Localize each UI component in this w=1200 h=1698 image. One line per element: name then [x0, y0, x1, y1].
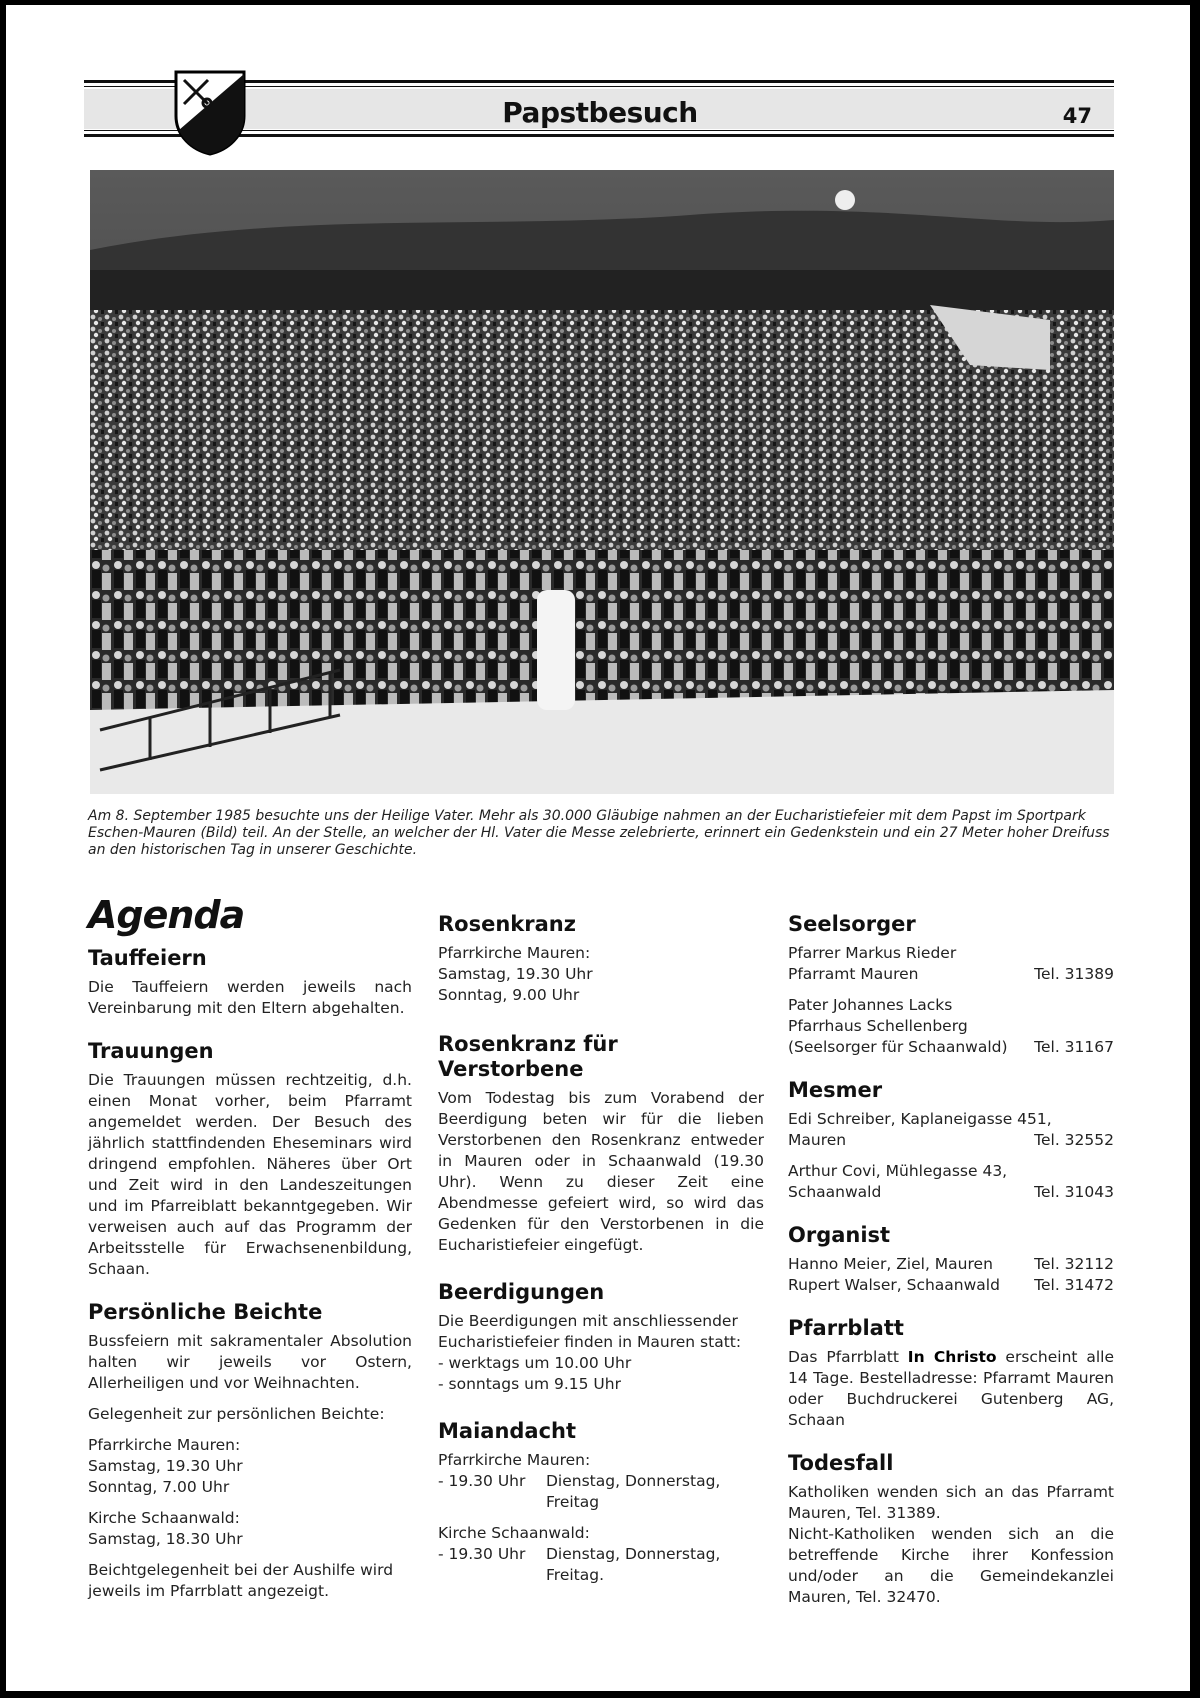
seelsorger-1-row	[788, 964, 1114, 985]
organist-1-name: Hanno Meier, Ziel, Mauren	[788, 1255, 993, 1273]
maiandacht-schaan-days: Dienstag, Donnerstag, Freitag.	[546, 1545, 721, 1584]
mesmer-heading: Mesmer	[788, 1078, 883, 1102]
seelsorger-2-name: Pater Johannes Lacks	[788, 996, 953, 1014]
rosenkranz-saturday: Samstag, 19.30 Uhr	[438, 965, 593, 983]
maiandacht-schaan-row	[438, 1544, 764, 1586]
organist-1-row	[788, 1254, 1114, 1275]
beichte-mauren-saturday: Samstag, 19.30 Uhr	[88, 1457, 243, 1475]
seelsorger-1-tel: Tel. 31389	[1034, 965, 1114, 983]
rosenkranz-label: Pfarrkirche Mauren:	[438, 944, 591, 962]
trauungen-heading: Trauungen	[88, 1039, 214, 1063]
seelsorger-1-place: Pfarramt Mauren	[788, 965, 919, 983]
tauffeiern-heading: Tauffeiern	[88, 946, 207, 970]
beichte-mauren-sunday: Sonntag, 7.00 Uhr	[88, 1478, 230, 1496]
mesmer-2-address: Arthur Covi, Mühlegasse 43,	[788, 1162, 1008, 1180]
beichte-schaan-label: Kirche Schaanwald:	[88, 1509, 240, 1527]
page-number: 47	[1062, 104, 1092, 128]
seelsorger-heading: Seelsorger	[788, 912, 916, 936]
beerdigungen-text: Die Beerdigungen mit anschliessender Eucharistiefeier finden in Mauren statt:	[438, 1312, 742, 1351]
beichte-schaan-saturday: Samstag, 18.30 Uhr	[88, 1530, 243, 1548]
maiandacht-mauren-days: Dienstag, Donnerstag, Freitag	[546, 1472, 721, 1511]
agenda-heading: Agenda	[88, 893, 245, 937]
pfarrblatt-post: erscheint alle 14 Tage. Bestelladresse: Pfarramt Mauren oder Buchdruckerei Gutenberg AG, Schaan	[788, 1348, 1115, 1429]
maiandacht-mauren-time: - 19.30 Uhr	[438, 1472, 526, 1490]
mesmer-1-place: Mauren	[788, 1131, 847, 1149]
column-3	[788, 894, 1114, 1628]
mesmer-2-tel: Tel. 31043	[1034, 1183, 1114, 1201]
seelsorger-1-name: Pfarrer Markus Rieder	[788, 944, 957, 962]
beichte-gelegenheit: Gelegenheit zur persönlichen Beichte:	[88, 1405, 385, 1423]
maiandacht-schaan-label: Kirche Schaanwald:	[438, 1524, 590, 1542]
mesmer-1-address: Edi Schreiber, Kaplaneigasse 451,	[788, 1110, 1052, 1128]
beichte-heading: Persönliche Beichte	[88, 1300, 323, 1324]
beichte-aushilfe: Beichtgelegenheit bei der Aushilfe wird jeweils im Pfarrblatt angezeigt.	[88, 1561, 394, 1600]
rosenkranz-sunday: Sonntag, 9.00 Uhr	[438, 986, 580, 1004]
mesmer-1-tel: Tel. 32552	[1034, 1131, 1114, 1149]
beerdigungen-werktags: - werktags um 10.00 Uhr	[438, 1354, 632, 1372]
todesfall-heading: Todesfall	[788, 1451, 894, 1475]
todesfall-text-2: Nicht-Katholiken wenden sich an die betreffende Kirche ihrer Konfession und/oder an die Gemeindekanzlei Mauren, Tel. 32470.	[788, 1525, 1114, 1606]
photo-caption: Am 8. September 1985 besuchte uns der Heilige Vater. Mehr als 30.000 Gläubige nahmen an der Eucharistiefeier mit dem Papst im Sportpark Eschen-Mauren (Bild) teil. An der Stelle, an welcher der Hl. Vater die Messe zelebrierte, erinnert ein Gedenkstein und ein 27 Meter hoher Dreifuss an den historischen Tag in unserer Geschichte.	[88, 808, 1110, 858]
seelsorger-2-note: (Seelsorger für Schaanwald)	[788, 1038, 1008, 1056]
organist-heading: Organist	[788, 1223, 891, 1247]
todesfall-text-1: Katholiken wenden sich an das Pfarramt Mauren, Tel. 31389.	[788, 1483, 1114, 1522]
pfarrblatt-text	[788, 1347, 1114, 1431]
rosenkranz-heading: Rosenkranz	[438, 912, 576, 936]
organist-2-tel: Tel. 31472	[1034, 1276, 1114, 1294]
seelsorger-2-tel: Tel. 31167	[1034, 1038, 1114, 1056]
coat-of-arms-icon	[174, 70, 246, 156]
maiandacht-heading: Maiandacht	[438, 1419, 577, 1443]
mesmer-2-place: Schaanwald	[788, 1183, 882, 1201]
tauffeiern-text: Die Tauffeiern werden jeweils nach Vereinbarung mit den Eltern abgehalten.	[88, 978, 412, 1017]
column-2	[438, 894, 764, 1606]
section-title: Papstbesuch	[502, 96, 698, 129]
maiandacht-mauren-row	[438, 1471, 764, 1513]
beerdigungen-heading: Beerdigungen	[438, 1280, 605, 1304]
verstorbene-heading: Rosenkranz für Verstorbene	[438, 1032, 618, 1081]
beerdigungen-sonntags: - sonntags um 9.15 Uhr	[438, 1375, 621, 1393]
trauungen-text: Die Trauungen müssen rechtzeitig, d.h. einen Monat vorher, beim Pfarramt angemeldet werden. Der Besuch des jährlich stattfindenden Eheseminars wird dringend empfohlen. Näheres über Ort und Zeit wird in den Landeszeitungen und im Pfarreiblatt bekanntgegeben. Wir verweisen auch auf das Programm der Arbeitsstelle für Erwachsenenbildung, Schaan.	[88, 1071, 412, 1278]
pfarrblatt-name: In Christo	[907, 1348, 997, 1366]
pfarrblatt-heading: Pfarrblatt	[788, 1316, 904, 1340]
column-1	[88, 894, 412, 1622]
seelsorger-2-row	[788, 1037, 1114, 1058]
organist-1-tel: Tel. 32112	[1034, 1255, 1114, 1273]
crowd-photo	[90, 170, 1114, 794]
maiandacht-schaan-time: - 19.30 Uhr	[438, 1545, 526, 1563]
mesmer-1-row	[788, 1130, 1114, 1151]
pfarrblatt-pre: Das Pfarrblatt	[788, 1348, 908, 1366]
organist-2-name: Rupert Walser, Schaanwald	[788, 1276, 1000, 1294]
organist-2-row	[788, 1275, 1114, 1296]
verstorbene-text: Vom Todestag bis zum Vorabend der Beerdigung beten wir für die lieben Verstorbenen den Rosenkranz entweder in Mauren oder in Schaanwald (19.30 Uhr). Wenn zu dieser Zeit eine Abendmesse gefeiert wird, so wird das Gedenken für den Verstorbenen in die Eucharistiefeier eingefügt.	[438, 1089, 764, 1254]
beichte-mauren-label: Pfarrkirche Mauren:	[88, 1436, 241, 1454]
beichte-text: Bussfeiern mit sakramentaler Absolution halten wir jeweils vor Ostern, Allerheiligen und vor Weihnachten.	[88, 1332, 412, 1392]
seelsorger-2-place: Pfarrhaus Schellenberg	[788, 1017, 968, 1035]
maiandacht-mauren-label: Pfarrkirche Mauren:	[438, 1451, 591, 1469]
mesmer-2-row	[788, 1182, 1114, 1203]
